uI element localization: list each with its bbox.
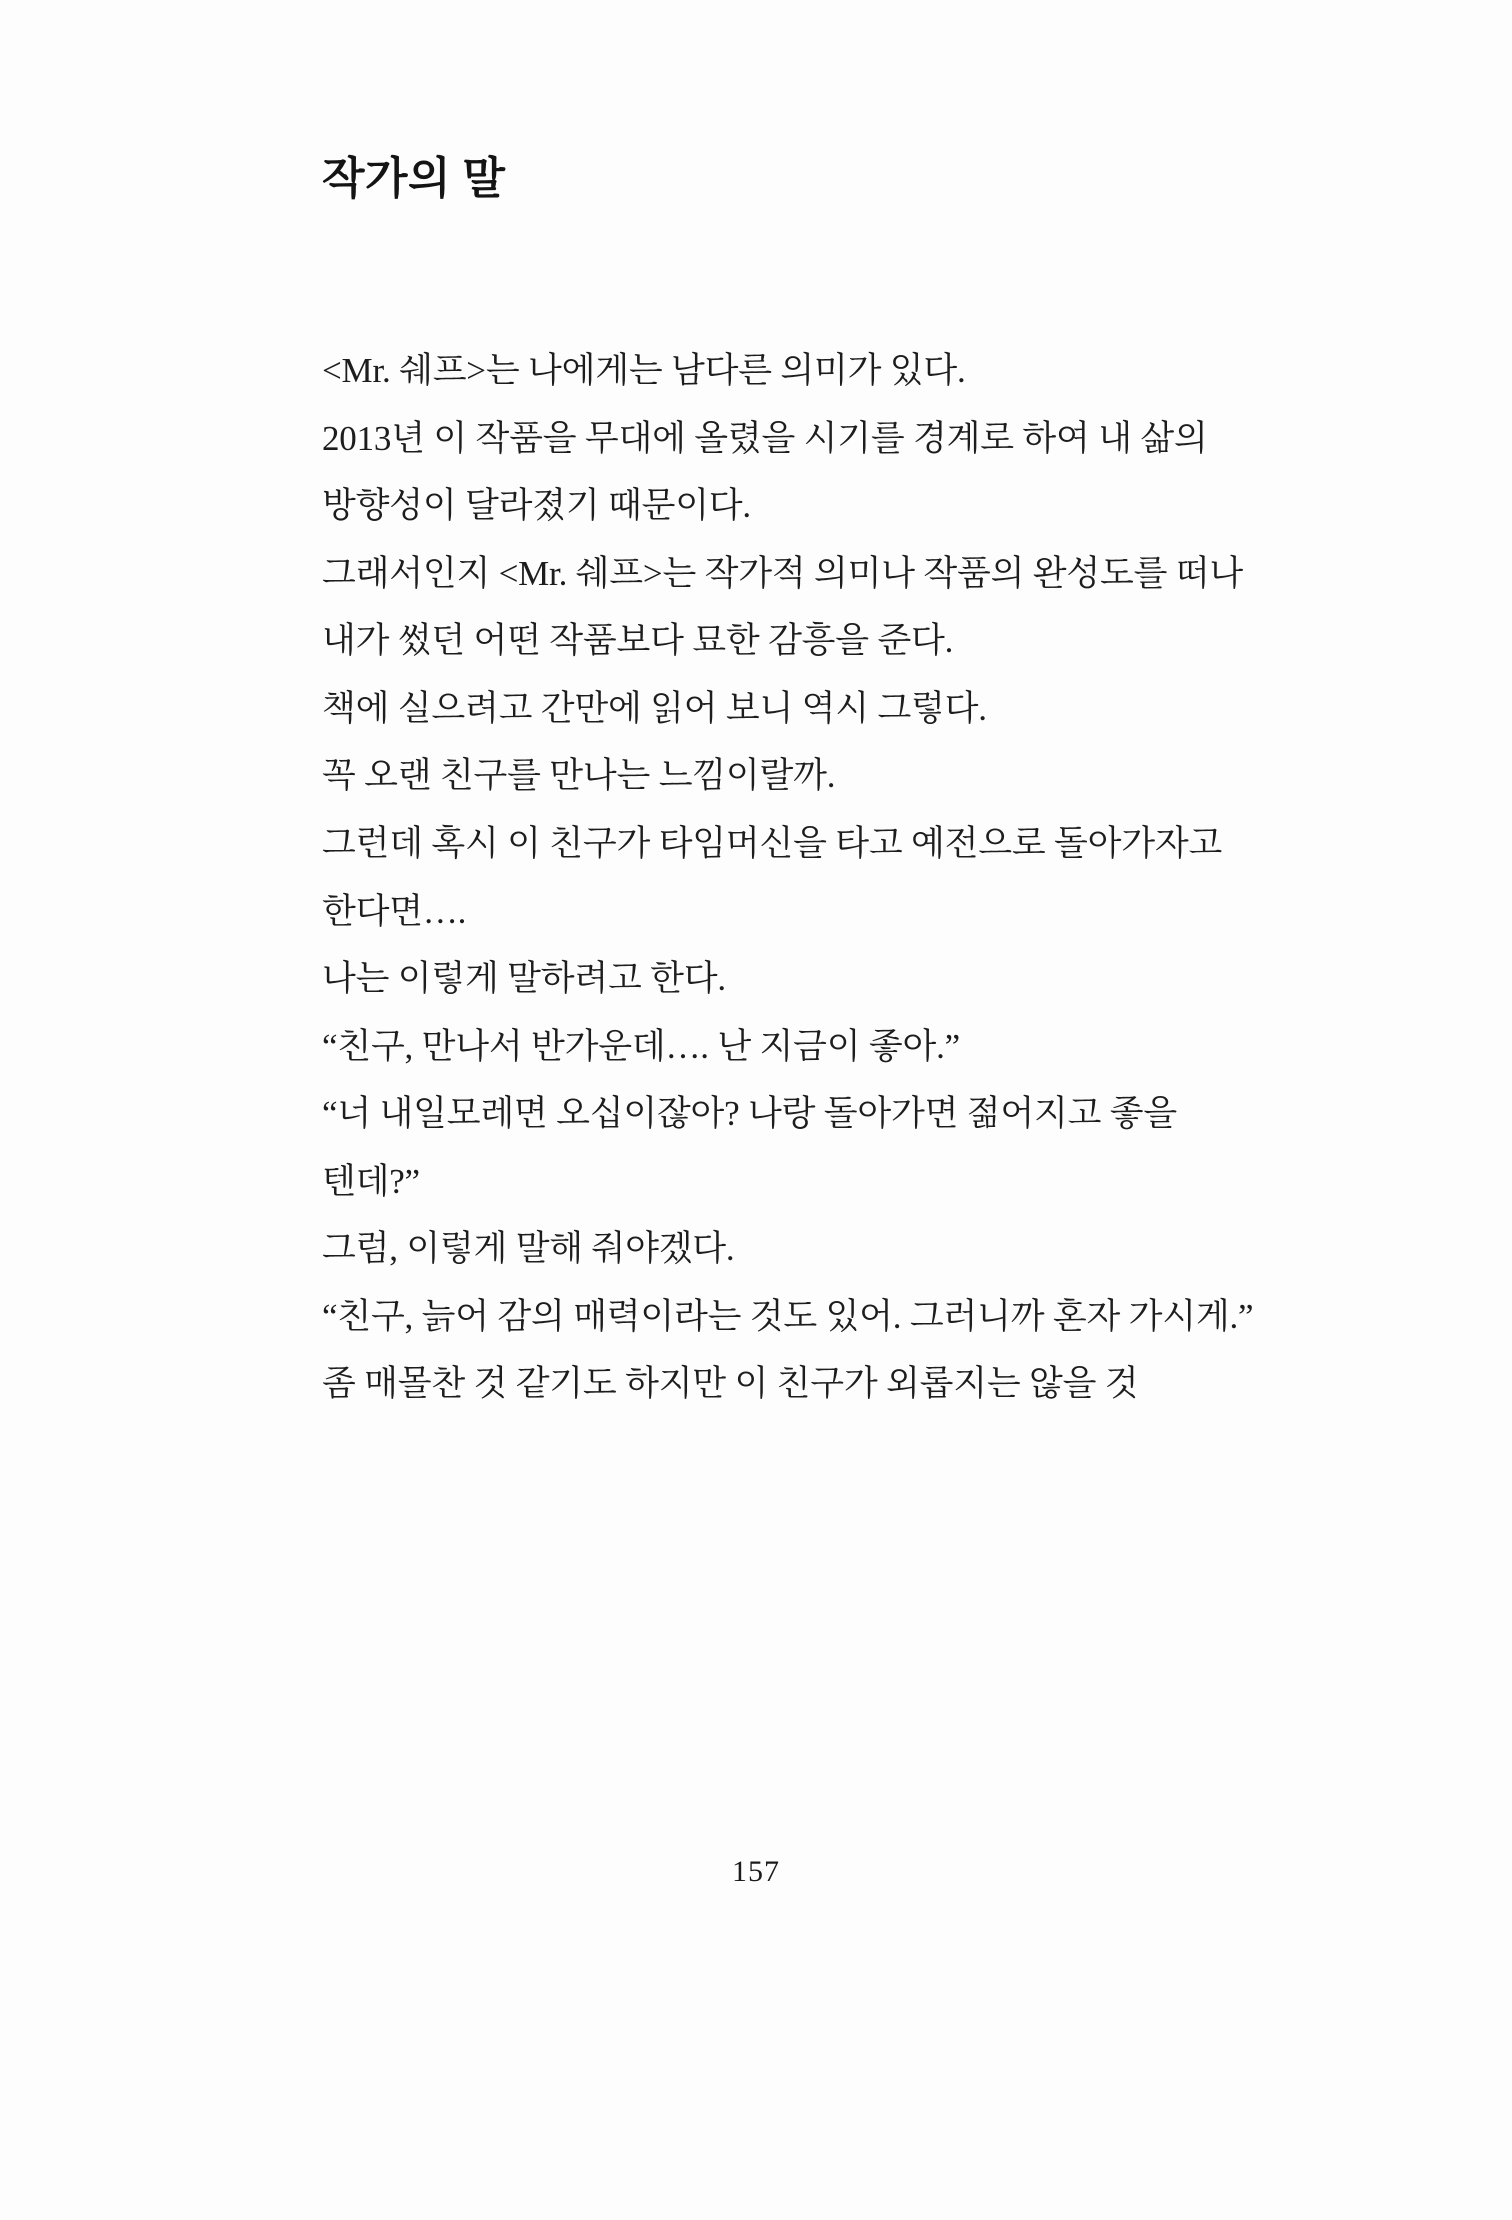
- paragraph: 나는 이렇게 말하려고 한다.: [322, 959, 726, 999]
- paragraph: 책에 실으려고 간만에 읽어 보니 역시 그렇다.: [322, 688, 987, 728]
- paragraph: “친구, 만나서 반가운데…. 난 지금이 좋아.”: [322, 1026, 961, 1066]
- body-text: [322, 337, 1282, 1418]
- paragraph: 그런데 혹시 이 친구가 타임머신을 타고 예전으로 돌아가자고 한다면….: [322, 824, 1223, 931]
- paragraph: 꼭 오랜 친구를 만나는 느낌이랄까.: [322, 756, 836, 796]
- paragraph: 2013년 이 작품을 무대에 올렸을 시기를 경계로 하여 내 삶의 방향성이 달라졌기 때문이다.: [322, 418, 1208, 526]
- paragraph: <Mr. 쉐프>는 나에게는 남다른 의미가 있다.: [322, 351, 966, 391]
- page-content: [322, 150, 1282, 1418]
- page-title: 작가의 말: [322, 154, 506, 203]
- paragraph: “친구, 늙어 감의 매력이라는 것도 있어. 그러니까 혼자 가시게.”: [322, 1296, 1254, 1336]
- page-number: 157: [732, 1855, 780, 1888]
- paragraph: 좀 매몰찬 것 같기도 하지만 이 친구가 외롭지는 않을 것: [322, 1364, 1139, 1404]
- paragraph: “너 내일모레면 오십이잖아? 나랑 돌아가면 젊어지고 좋을 텐데?”: [322, 1094, 1178, 1201]
- paragraph: 그래서인지 <Mr. 쉐프>는 작가적 의미나 작품의 완성도를 떠나 내가 썼던 어떤 작품보다 묘한 감흥을 준다.: [322, 553, 1243, 661]
- paragraph: 그럼, 이렇게 말해 줘야겠다.: [322, 1229, 735, 1269]
